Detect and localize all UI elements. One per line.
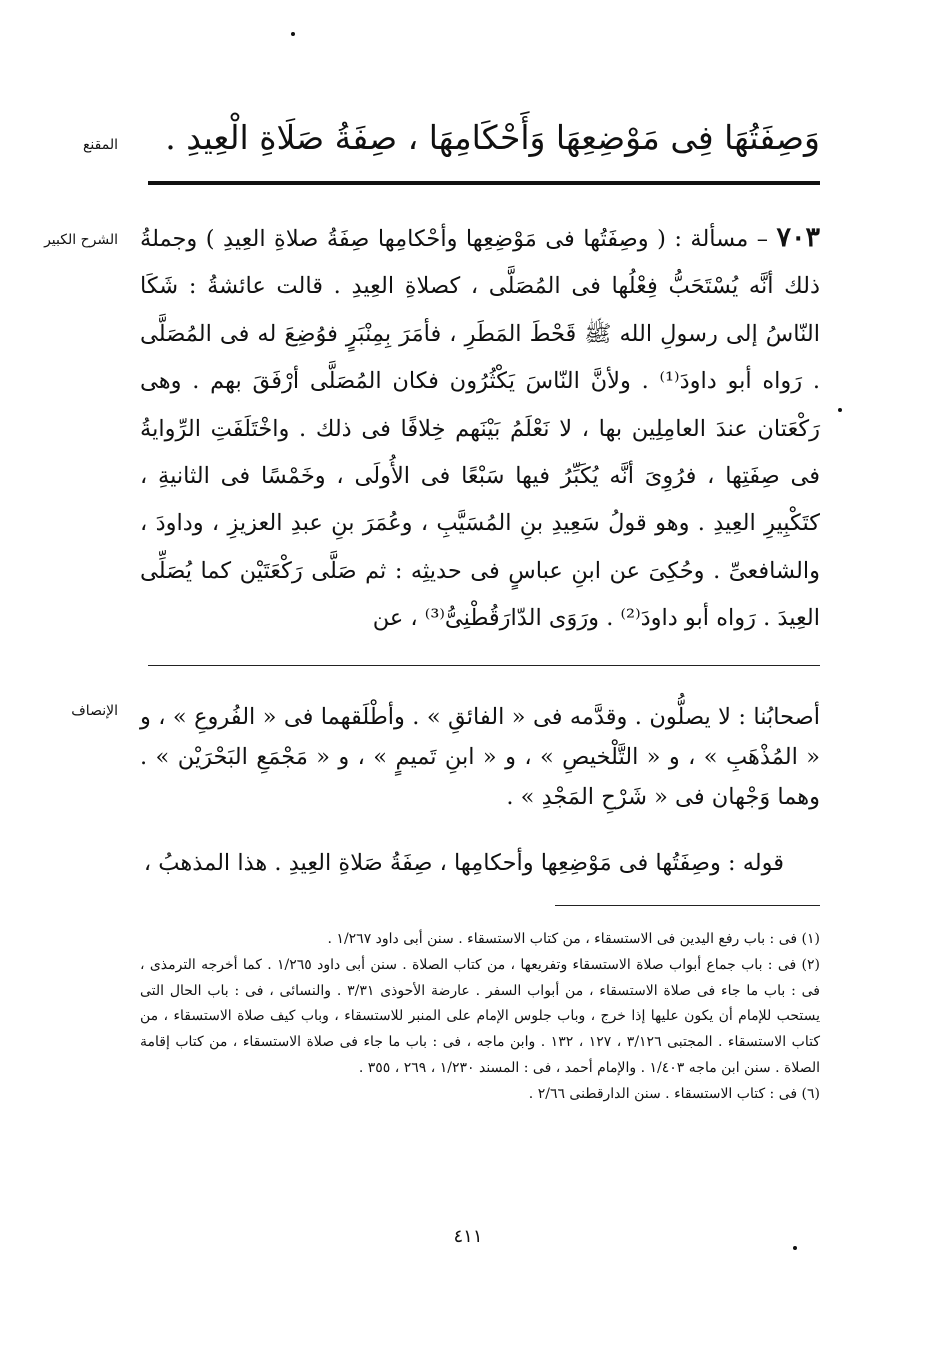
insaf-last-line: قوله : وصِفَتُها فى مَوْضِعِها وأحكامِها ، صِفَةُ صَلاةِ العِيدِ . هذا المذهبُ ، [143,850,784,876]
footnote: (١) فى : باب رفع اليدين فى الاستسقاء ، من كتاب الاستسقاء . سنن أبى داود ١/٢٦٧ . [327,931,820,947]
scan-speck [838,408,842,412]
muqni-text: وَصِفَتُهَا فِى مَوْضِعِهَا وَأَحْكَامِهَا ، صِفَةُ صَلَاةِ الْعِيدِ . [165,118,820,157]
insaf-paragraph: أصحابُنا : لا يصلُّون . وقدَّمه فى « الفائقِ » . وأطْلَقهما فى « الفُروعِ » ، و « المُذْهَبِ » ، و « التَّلْخيصِ » ، و « ابنِ تَميمٍ » ، و « مَجْمَعِ البَحْرَيْن » . وهما وَجْهان فى « شَرْحِ المَجْدِ » . [140,704,820,810]
margin-label-insaf: الإنصاف [71,703,118,719]
sharh-divider [148,665,820,666]
footnote-divider [555,905,820,906]
sharh-text: – مسألة : ( وصِفَتُها فى مَوْضِعِها وأحْكامِها صِفَةُ صلاةِ العِيدِ ) وجملةُ ذلك أنَّه يُسْتَحَبُّ فِعْلُها فى المُصَلَّى ، كصلاةِ العِيدِ . قالت عائشةُ : شَكَا النّاسُ إلى رسولِ الله ﷺ قَحْطَ المَطَرِ ، فأمَرَ بِمِنْبَرٍ فوُضِعَ له فى المُصَلَّى . رَواه أبو داودَ⁽¹⁾ . ولأنَّ النّاسَ يَكْثُرُون فكان المُصَلَّى أرْفَقَ بهم . وهى رَكْعَتان عندَ العامِلِين بها ، لا نَعْلَمُ بَيْنَهم خِلافًا فى ذلك . واخْتَلَفَتِ الرِّوايةُ فى صِفَتِها ، فرُوِىَ أنَّه يُكَبِّرُ فيها سَبْعًا فى الأُولَى ، وخَمْسًا فى الثانيةِ ، كتَكْبِيرِ العِيدِ . وهو قولُ سَعِيدِ بنِ المُسَيَّبِ ، وعُمَرَ بنِ عبدِ العزيزِ ، وداودَ ، والشافعىِّ . وحُكِىَ عن ابنِ عباسٍ فى حديثِه : ثم صَلَّى رَكْعَتَيْن كما يُصَلِّى العِيدَ . رَواه أبو داودَ⁽²⁾ . ورَوَى الدّارَقُطْنِىُّ⁽³⁾ ، عن [140,226,820,632]
footnotes [140,927,820,1108]
footnote: (٦) فى : كتاب الاستسقاء . سنن الدارقطنى ٢/٦٦ . [528,1085,820,1102]
footnote: (٢) فى : باب جماع أبواب صلاة الاستسقاء وتفريعها ، من كتاب الصلاة . سنن أبى داود ١/٢٦٥ . كما أخرجه الترمذى ، فى : باب ما جاء فى صلاة الاستسقاء ، من أبواب السفر . عارضة الأحوذى ٣/٣١ . والنسائى ، فى : باب الحال التى يستحب للإمام أن يكون عليها إذا خرج ، وباب جلوس الإمام على المنبر للاستسقاء ، وباب كيف صلاة الاستسقاء ، من كتاب الاستسقاء . المجتبى ٣/١٢٦ ، ١٢٧ ، ١٣٢ . وابن ماجه ، فى : باب ما جاء فى صلاة الاستسقاء ، من كتاب إقامة الصلاة . سنن ابن ماجه ١/٤٠٣ . والإمام أحمد ، فى : المسند ١/٢٣٠ ، ٢٦٩ ، ٣٥٥ . [140,956,820,1076]
scan-speck [291,32,295,36]
margin-label-sharh: الشرح الكبير [44,232,118,248]
page-number: ٤١١ [453,1226,483,1247]
muqni-divider [148,181,820,185]
margin-label-muqni: المقنع [82,137,118,153]
sharh-paragraph [140,214,820,643]
issue-number: ٧٠٣ [776,222,820,253]
